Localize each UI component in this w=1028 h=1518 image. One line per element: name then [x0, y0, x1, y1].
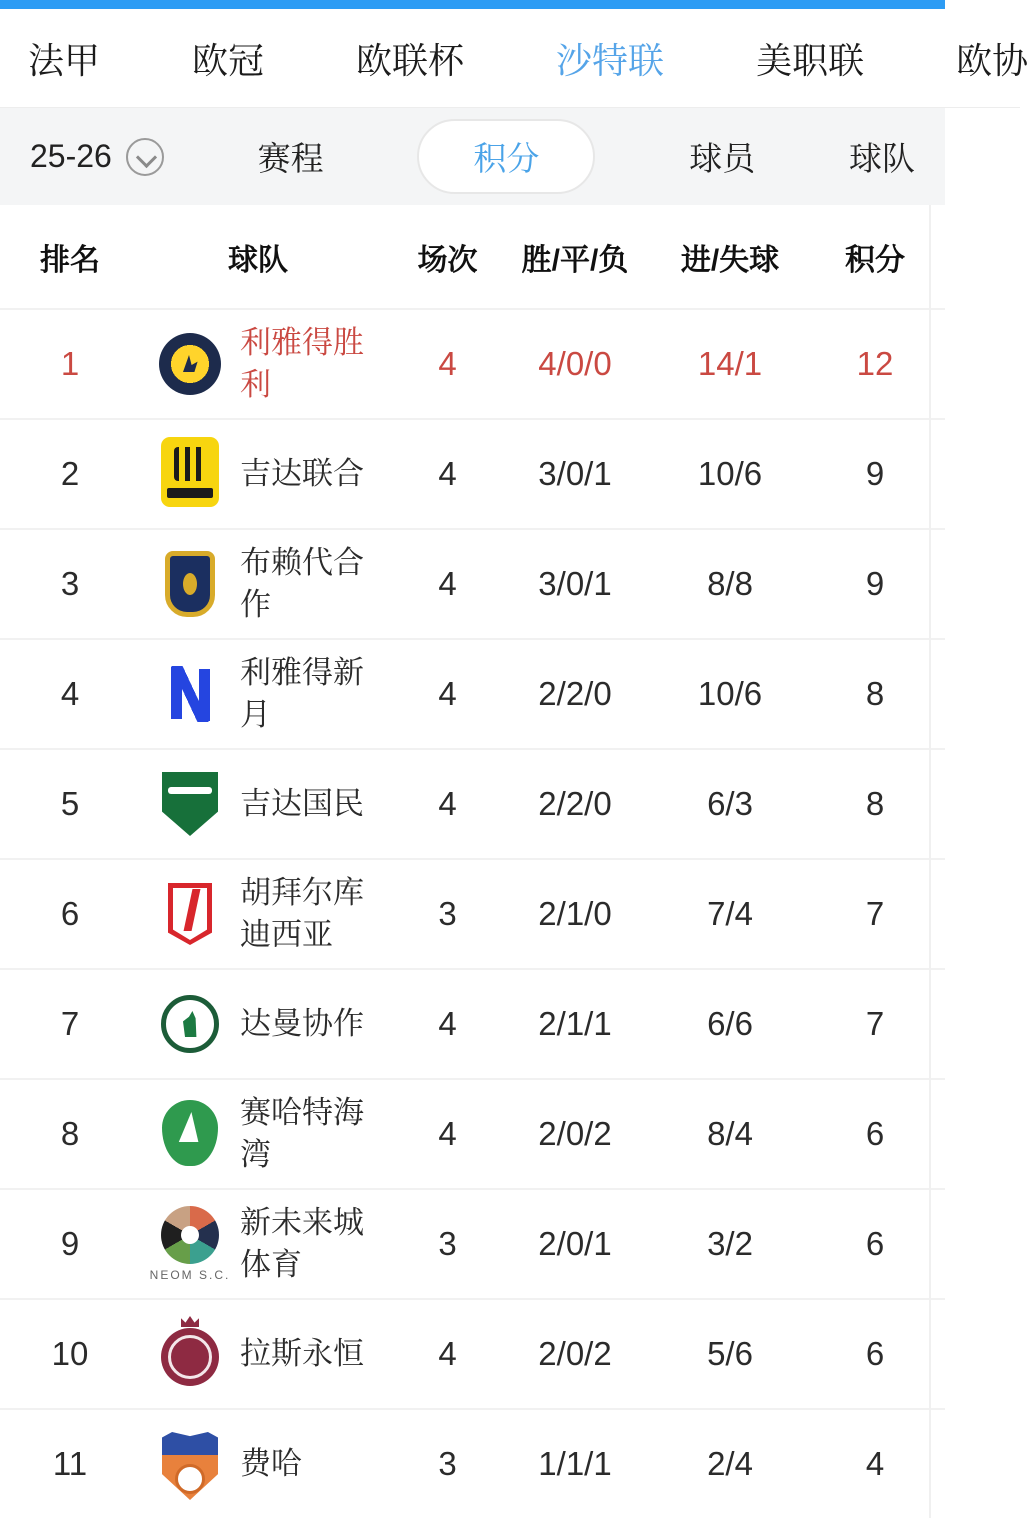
team-name-text: 布赖代合作	[240, 545, 364, 622]
standings-table	[0, 205, 945, 1518]
wdl-cell: 3/0/1	[538, 455, 612, 492]
played-cell: 4	[438, 1335, 457, 1372]
played-cell: 4	[438, 1005, 457, 1042]
team-badge-cell	[140, 551, 240, 617]
table-row[interactable]	[0, 748, 945, 858]
table-row[interactable]	[0, 1078, 945, 1188]
wdl-cell: 2/0/1	[538, 1225, 612, 1262]
points-cell: 7	[865, 1005, 885, 1042]
table-row[interactable]	[0, 308, 945, 418]
rank-cell: 4	[60, 675, 80, 712]
team-badge-cell	[140, 333, 240, 395]
team-badge-cell	[140, 441, 240, 507]
points-cell: 9	[865, 455, 885, 492]
team-name-text: 吉达联合	[240, 456, 364, 491]
goals-cell: 14/1	[697, 345, 763, 382]
team-name	[240, 1092, 400, 1176]
wdl-cell: 2/2/0	[538, 785, 612, 822]
wdl-cell: 2/2/0	[538, 675, 612, 712]
table-row[interactable]	[0, 528, 945, 638]
team-name	[240, 1443, 400, 1485]
season-label: 25-26	[30, 138, 112, 174]
goals-cell: 10/6	[697, 455, 763, 492]
wdl-cell: 2/0/2	[538, 1115, 612, 1152]
wdl-cell: 2/1/1	[538, 1005, 612, 1042]
rank-cell: 11	[52, 1445, 88, 1482]
points-cell: 6	[865, 1225, 885, 1262]
al-nassr-badge-icon	[159, 333, 221, 395]
rank-cell: 10	[51, 1335, 89, 1372]
rank-cell: 9	[60, 1225, 80, 1262]
played-cell: 3	[438, 1445, 457, 1482]
rank-cell: 8	[60, 1115, 80, 1152]
al-fayha-badge-icon	[162, 1432, 218, 1500]
played-cell: 4	[438, 565, 457, 602]
status-bar-strip	[0, 0, 945, 9]
neom-badge-caption: NEOM S.C.	[149, 1268, 231, 1282]
tab-europa-league[interactable]: 欧联杯	[356, 39, 465, 81]
table-header-row	[0, 205, 945, 308]
points-cell: 7	[865, 895, 885, 932]
header-rank: 排名	[40, 243, 100, 277]
header-goals: 进/失球	[680, 243, 780, 277]
wdl-cell: 4/0/0	[538, 345, 612, 382]
team-name	[240, 1333, 400, 1375]
wdl-cell: 2/1/0	[538, 895, 612, 932]
team-name	[240, 783, 400, 825]
tab-ligue1[interactable]: 法甲	[28, 39, 101, 81]
al-ittihad-badge-icon	[161, 437, 219, 507]
team-badge-cell	[140, 995, 240, 1053]
goals-cell: 6/3	[707, 785, 753, 822]
team-name	[240, 453, 400, 495]
rank-cell: 3	[60, 565, 80, 602]
team-name-text: 吉达国民	[240, 786, 364, 821]
table-row[interactable]	[0, 1298, 945, 1408]
points-cell: 6	[865, 1335, 885, 1372]
points-cell: 9	[865, 565, 885, 602]
rank-cell: 2	[60, 455, 80, 492]
team-badge-cell	[140, 663, 240, 725]
team-name-text: 利雅得胜利	[240, 325, 364, 402]
played-cell: 4	[438, 1115, 457, 1152]
rank-cell: 5	[60, 785, 80, 822]
al-hilal-badge-icon	[159, 663, 221, 725]
header-played: 场次	[417, 243, 478, 277]
team-name-text: 拉斯永恒	[240, 1336, 364, 1371]
points-cell: 6	[865, 1115, 885, 1152]
tab-mls[interactable]: 美职联	[756, 39, 865, 81]
al-taawoun-badge-icon	[165, 551, 215, 617]
goals-cell: 7/4	[707, 895, 753, 932]
team-badge-cell	[140, 1428, 240, 1500]
filter-bar	[0, 108, 945, 205]
team-name-text: 胡拜尔库迪西亚	[240, 875, 364, 952]
played-cell: 4	[438, 345, 457, 382]
goals-cell: 8/8	[707, 565, 753, 602]
goals-cell: 3/2	[707, 1225, 753, 1262]
rank-cell: 7	[60, 1005, 80, 1042]
table-row[interactable]	[0, 1408, 945, 1518]
tab-schedule[interactable]: 赛程	[257, 140, 324, 177]
played-cell: 4	[438, 675, 457, 712]
wdl-cell: 3/0/1	[538, 565, 612, 602]
tab-champions-league[interactable]: 欧冠	[192, 39, 265, 81]
played-cell: 4	[438, 455, 457, 492]
team-name	[240, 872, 400, 956]
team-badge-cell	[140, 1102, 240, 1166]
table-row[interactable]	[0, 638, 945, 748]
season-selector[interactable]	[30, 138, 164, 176]
team-badge-cell	[140, 1322, 240, 1386]
goals-cell: 5/6	[707, 1335, 753, 1372]
team-badge-cell	[140, 772, 240, 836]
points-cell: 4	[865, 1445, 885, 1482]
tab-saudi-league[interactable]: 沙特联	[556, 39, 665, 81]
al-kholood-badge-icon	[161, 1328, 219, 1386]
header-points: 积分	[845, 243, 905, 277]
team-name-text: 赛哈特海湾	[240, 1095, 364, 1172]
tab-standings[interactable]: 积分	[417, 119, 595, 194]
wdl-cell: 2/0/2	[538, 1335, 612, 1372]
rank-cell: 1	[60, 345, 80, 382]
table-row[interactable]	[0, 1188, 945, 1298]
team-name-text: 达曼协作	[240, 1006, 364, 1041]
table-row[interactable]	[0, 858, 945, 968]
team-name	[240, 542, 400, 626]
chevron-down-circle-icon	[126, 138, 164, 176]
team-name	[240, 1202, 400, 1286]
wdl-cell: 1/1/1	[538, 1445, 612, 1482]
goals-cell: 2/4	[707, 1445, 753, 1482]
league-tab-bar	[0, 9, 1028, 108]
points-cell: 8	[865, 675, 885, 712]
played-cell: 4	[438, 785, 457, 822]
rank-cell: 6	[60, 895, 80, 932]
al-ahli-badge-icon	[162, 772, 218, 836]
tab-players[interactable]: 球员	[689, 140, 756, 177]
al-qadsiah-badge-icon	[168, 883, 212, 945]
team-badge-cell	[140, 883, 240, 945]
goals-cell: 10/6	[697, 675, 763, 712]
al-ettifaq-badge-icon	[161, 995, 219, 1053]
team-name	[240, 1003, 400, 1045]
tab-conference-league[interactable]: 欧协	[956, 39, 1028, 81]
goals-cell: 8/4	[707, 1115, 753, 1152]
team-name-text: 费哈	[240, 1446, 302, 1481]
team-name	[240, 652, 400, 736]
tab-teams[interactable]: 球队	[848, 140, 915, 177]
header-team: 球队	[228, 243, 288, 277]
divider	[929, 205, 931, 1518]
played-cell: 3	[438, 1225, 457, 1262]
team-name-text: 利雅得新月	[240, 655, 364, 732]
team-name	[240, 322, 400, 406]
al-khaleej-badge-icon	[162, 1100, 218, 1166]
table-row[interactable]	[0, 968, 945, 1078]
points-cell: 12	[856, 345, 894, 382]
team-badge-cell	[140, 1206, 240, 1282]
neom-sc-badge-icon	[161, 1206, 219, 1264]
goals-cell: 6/6	[707, 1005, 753, 1042]
played-cell: 3	[438, 895, 457, 932]
header-wdl: 胜/平/负	[521, 243, 629, 277]
table-row[interactable]	[0, 418, 945, 528]
team-name-text: 新未来城体育	[240, 1205, 364, 1282]
points-cell: 8	[865, 785, 885, 822]
